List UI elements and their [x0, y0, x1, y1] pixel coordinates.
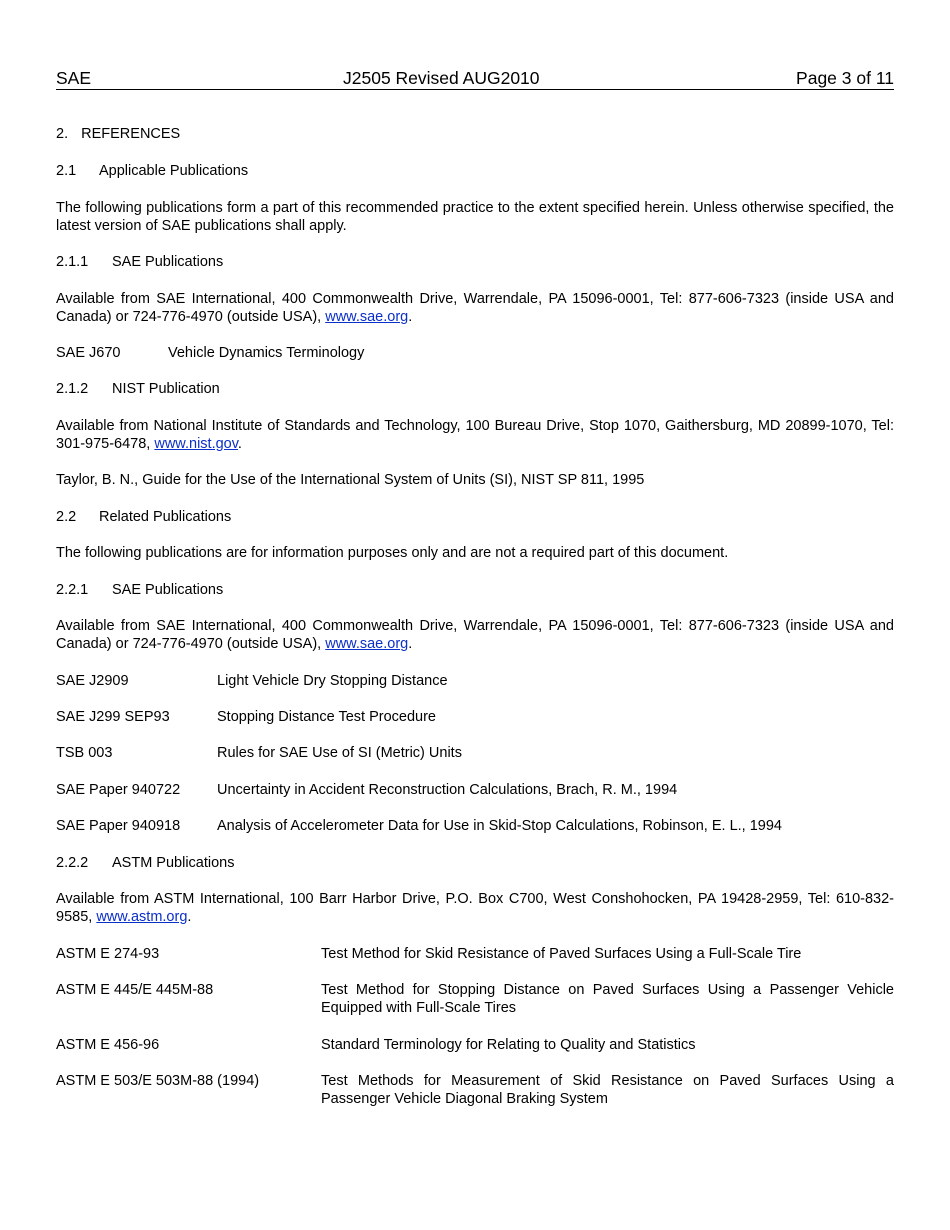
section-title: SAE Publications [112, 582, 224, 598]
reference-code: SAE J2909 [56, 673, 129, 689]
reference-code: SAE J670 [56, 345, 121, 361]
reference-code: TSB 003 [56, 745, 113, 761]
reference-code: ASTM E 274-93 [56, 946, 160, 962]
section-number: 2.1 [56, 163, 77, 179]
reference-title: Standard Terminology for Relating to Quality and Statistics [321, 1037, 696, 1053]
reference-title: Analysis of Accelerometer Data for Use in Skid-Stop Calculations, Robinson, E. L., 1994 [217, 818, 782, 834]
period: . [408, 636, 413, 652]
reference-title: Light Vehicle Dry Stopping Distance [217, 673, 448, 689]
reference-title: Test Method for Skid Resistance of Paved Surfaces Using a Full-Scale Tire [321, 946, 802, 962]
section-heading-2-1-2 [56, 380, 894, 398]
section-number: 2.2.1 [56, 582, 89, 598]
paragraph-sae-availability [56, 617, 894, 653]
header-page-number: Page 3 of 11 [796, 68, 894, 88]
section-heading-2-1 [56, 162, 894, 180]
section-title: ASTM Publications [112, 855, 235, 871]
period: . [408, 309, 413, 325]
sae-website-link[interactable]: www.sae.org [325, 309, 409, 325]
paragraph-nist-availability [56, 417, 894, 453]
availability-text: Available from ASTM International, 100 Barr Harbor Drive, P.O. Box C700, West Conshohocken, PA 19428-2959, Tel: 610-832-9585, [56, 891, 894, 925]
header-org: SAE [56, 68, 92, 88]
paragraph-related: The following publications are for information purposes only and are not a required part of this document. [56, 545, 729, 561]
reference-title: Stopping Distance Test Procedure [217, 709, 436, 725]
paragraph-astm-availability [56, 890, 894, 926]
period: . [187, 909, 192, 925]
section-heading-2-1-1 [56, 253, 894, 271]
reference-title: Rules for SAE Use of SI (Metric) Units [217, 745, 462, 761]
section-number: 2.2 [56, 509, 77, 525]
section-heading-2-2-1 [56, 581, 894, 599]
reference-code: SAE Paper 940722 [56, 782, 181, 798]
reference-code: SAE Paper 940918 [56, 818, 181, 834]
availability-text: Available from SAE International, 400 Commonwealth Drive, Warrendale, PA 15096-0001, Tel: 877-606-7323 (inside USA and Canada) or 724-776-4970 (outside USA), [56, 291, 894, 325]
reference-code: ASTM E 445/E 445M-88 [56, 982, 214, 998]
paragraph-applicable: The following publications form a part of this recommended practice to the extent specified herein. Unless otherwise specified, the latest version of SAE publications shall apply. [56, 200, 894, 234]
section-title: REFERENCES [81, 126, 181, 142]
page-header [56, 68, 894, 90]
section-heading-2 [56, 125, 894, 143]
nist-website-link[interactable]: www.nist.gov [154, 436, 238, 452]
reference-title: Test Methods for Measurement of Skid Resistance on Paved Surfaces Using a Passenger Vehicle Diagonal Braking System [321, 1073, 894, 1107]
astm-website-link[interactable]: www.astm.org [96, 909, 188, 925]
reference-code: SAE J299 SEP93 [56, 709, 170, 725]
nist-reference: Taylor, B. N., Guide for the Use of the International System of Units (SI), NIST SP 811, 1995 [56, 472, 645, 488]
reference-title: Vehicle Dynamics Terminology [168, 345, 365, 361]
reference-code: ASTM E 503/E 503M-88 (1994) [56, 1073, 260, 1089]
section-number: 2.1.2 [56, 381, 89, 397]
section-heading-2-2 [56, 508, 894, 526]
reference-title: Test Method for Stopping Distance on Paved Surfaces Using a Passenger Vehicle Equipped with Full-Scale Tires [321, 982, 894, 1016]
paragraph-sae-availability [56, 290, 894, 326]
header-doc-id: J2505 Revised AUG2010 [343, 68, 540, 88]
section-number: 2.1.1 [56, 254, 89, 270]
reference-code: ASTM E 456-96 [56, 1037, 160, 1053]
section-title: Applicable Publications [99, 163, 249, 179]
section-title: SAE Publications [112, 254, 224, 270]
sae-website-link[interactable]: www.sae.org [325, 636, 409, 652]
availability-text: Available from National Institute of Standards and Technology, 100 Bureau Drive, Stop 1070, Gaithersburg, MD 20899-1070, Tel: 301-975-6478, [56, 418, 894, 452]
period: . [237, 436, 242, 452]
availability-text: Available from SAE International, 400 Commonwealth Drive, Warrendale, PA 15096-0001, Tel: 877-606-7323 (inside USA and Canada) or 724-776-4970 (outside USA), [56, 618, 894, 652]
section-title: NIST Publication [112, 381, 220, 397]
section-title: Related Publications [99, 509, 232, 525]
section-heading-2-2-2 [56, 854, 894, 872]
reference-title: Uncertainty in Accident Reconstruction Calculations, Brach, R. M., 1994 [217, 782, 678, 798]
section-number: 2.2.2 [56, 855, 89, 871]
section-number: 2. [56, 126, 69, 142]
